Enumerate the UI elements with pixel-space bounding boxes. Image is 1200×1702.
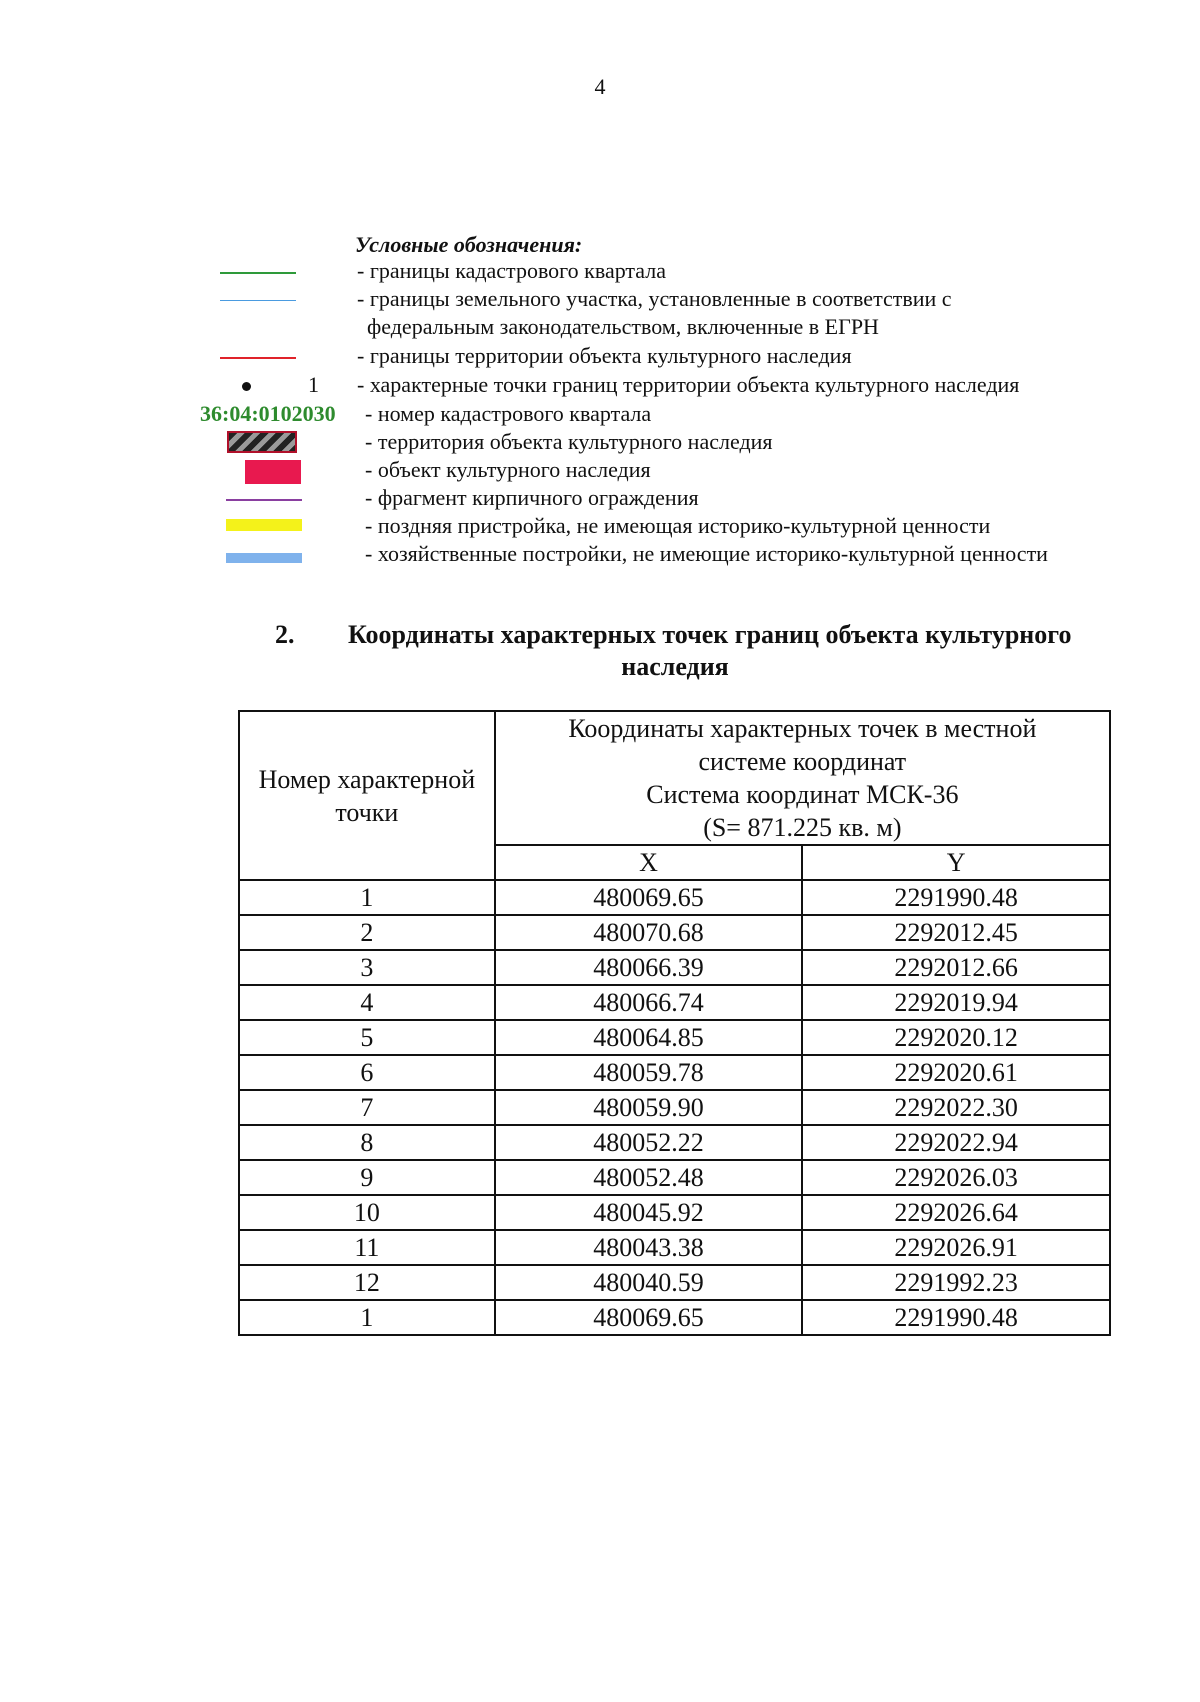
y-coordinate-cell: 2291990.48 <box>802 880 1110 915</box>
legend-text: - характерные точки границ территории объекта культурного наследия <box>357 372 1020 397</box>
x-coordinate-cell: 480069.65 <box>495 880 803 915</box>
legend-text: - территория объекта культурного наследия <box>365 429 773 454</box>
point-number-cell: 7 <box>239 1090 495 1125</box>
table-row <box>239 915 1110 950</box>
legend-item-cadastral-number <box>0 401 1200 429</box>
x-coordinate-cell: 480064.85 <box>495 1020 803 1055</box>
x-coordinate-cell: 480052.48 <box>495 1160 803 1195</box>
y-coordinate-cell: 2292026.64 <box>802 1195 1110 1230</box>
legend-item-heritage-object <box>0 457 1200 485</box>
legend-text: - поздняя пристройка, не имеющая историко-культурной ценности <box>365 513 991 538</box>
header-point-number-text: Номер характерной точки <box>258 764 476 827</box>
x-coordinate-cell: 480070.68 <box>495 915 803 950</box>
cadastral-code-sample: 36:04:0102030 <box>200 401 336 426</box>
point-number-cell: 12 <box>239 1265 495 1300</box>
x-coordinate-cell: 480069.65 <box>495 1300 803 1335</box>
page-number: 4 <box>594 74 606 99</box>
point-number-cell: 2 <box>239 915 495 950</box>
legend-text-continued: федеральным законодательством, включенные в ЕГРН <box>367 314 879 339</box>
red-line-symbol <box>220 357 296 359</box>
table-row <box>239 950 1110 985</box>
table-row <box>239 1265 1110 1300</box>
x-coordinate-cell: 480066.74 <box>495 985 803 1020</box>
legend-item-brick-fence <box>0 485 1200 513</box>
legend-text: - хозяйственные постройки, не имеющие историко-культурной ценности <box>365 541 1048 566</box>
y-coordinate-cell: 2292020.12 <box>802 1020 1110 1055</box>
legend-item-characteristic-points <box>0 372 1200 400</box>
header-coords-line1: Координаты характерных точек в местной <box>568 714 1037 743</box>
x-coordinate-cell: 480043.38 <box>495 1230 803 1265</box>
legend-text: - объект культурного наследия <box>365 457 651 482</box>
yellow-band-symbol <box>226 519 302 531</box>
legend-item-cadastral-boundary <box>0 258 1200 286</box>
y-coordinate-cell: 2292020.61 <box>802 1055 1110 1090</box>
point-marker-icon <box>242 382 251 391</box>
table-row <box>239 1160 1110 1195</box>
x-coordinate-cell: 480052.22 <box>495 1125 803 1160</box>
legend-item-outbuildings <box>0 541 1200 569</box>
header-coords-line2: системе координат <box>698 747 907 776</box>
section-title-line1: Координаты характерных точек границ объекта культурного <box>348 620 1072 649</box>
y-coordinate-cell: 2292012.66 <box>802 950 1110 985</box>
y-coordinate-cell: 2292022.30 <box>802 1090 1110 1125</box>
header-point-number <box>239 711 495 880</box>
y-coordinate-cell: 2292019.94 <box>802 985 1110 1020</box>
legend-item-late-extension <box>0 513 1200 541</box>
y-coordinate-cell: 2291992.23 <box>802 1265 1110 1300</box>
table-row <box>239 985 1110 1020</box>
point-number-cell: 5 <box>239 1020 495 1055</box>
point-number-cell: 10 <box>239 1195 495 1230</box>
table-row <box>239 1300 1110 1335</box>
legend-item-heritage-territory-boundary <box>0 343 1200 371</box>
table-row <box>239 880 1110 915</box>
point-number-cell: 11 <box>239 1230 495 1265</box>
y-coordinate-cell: 2292026.91 <box>802 1230 1110 1265</box>
purple-line-symbol <box>226 499 302 501</box>
section-title-line2: наследия <box>621 652 729 681</box>
table-row <box>239 1090 1110 1125</box>
header-coordinates <box>495 711 1110 845</box>
lightblue-band-symbol <box>226 553 302 563</box>
point-number-cell: 3 <box>239 950 495 985</box>
table-row <box>239 1055 1110 1090</box>
legend-title: Условные обозначения: <box>355 232 583 257</box>
point-number-cell: 8 <box>239 1125 495 1160</box>
y-coordinate-cell: 2292022.94 <box>802 1125 1110 1160</box>
legend-text: - границы земельного участка, установленные в соответствии с <box>357 286 952 311</box>
point-number-cell: 6 <box>239 1055 495 1090</box>
legend-text: - границы кадастрового квартала <box>357 258 666 283</box>
point-number-cell: 4 <box>239 985 495 1020</box>
x-coordinate-cell: 480040.59 <box>495 1265 803 1300</box>
legend-text: - фрагмент кирпичного ограждения <box>365 485 699 510</box>
point-number-cell: 9 <box>239 1160 495 1195</box>
table-row <box>239 1230 1110 1265</box>
point-number-cell: 1 <box>239 1300 495 1335</box>
green-line-symbol <box>220 272 296 274</box>
header-y: Y <box>802 845 1110 880</box>
section-number: 2. <box>275 620 295 649</box>
y-coordinate-cell: 2291990.48 <box>802 1300 1110 1335</box>
blue-line-symbol <box>220 300 296 301</box>
x-coordinate-cell: 480045.92 <box>495 1195 803 1230</box>
table-row <box>239 1195 1110 1230</box>
legend-text: - номер кадастрового квартала <box>365 401 652 426</box>
table-row <box>239 1020 1110 1055</box>
header-coords-line4: (S= 871.225 кв. м) <box>703 813 902 842</box>
x-coordinate-cell: 480059.78 <box>495 1055 803 1090</box>
header-x: X <box>495 845 803 880</box>
x-coordinate-cell: 480059.90 <box>495 1090 803 1125</box>
legend-item-heritage-territory <box>0 429 1200 457</box>
point-number-cell: 1 <box>239 880 495 915</box>
y-coordinate-cell: 2292012.45 <box>802 915 1110 950</box>
header-coords-line3: Система координат МСК-36 <box>646 780 959 809</box>
x-coordinate-cell: 480066.39 <box>495 950 803 985</box>
table-row <box>239 1125 1110 1160</box>
point-label: 1 <box>308 372 319 397</box>
y-coordinate-cell: 2292026.03 <box>802 1160 1110 1195</box>
hatched-area-symbol <box>227 431 297 453</box>
legend-text: - границы территории объекта культурного наследия <box>357 343 852 368</box>
legend-item-land-plot-boundary <box>0 286 1200 342</box>
red-fill-symbol <box>245 460 301 484</box>
coordinates-table <box>238 710 1111 1336</box>
